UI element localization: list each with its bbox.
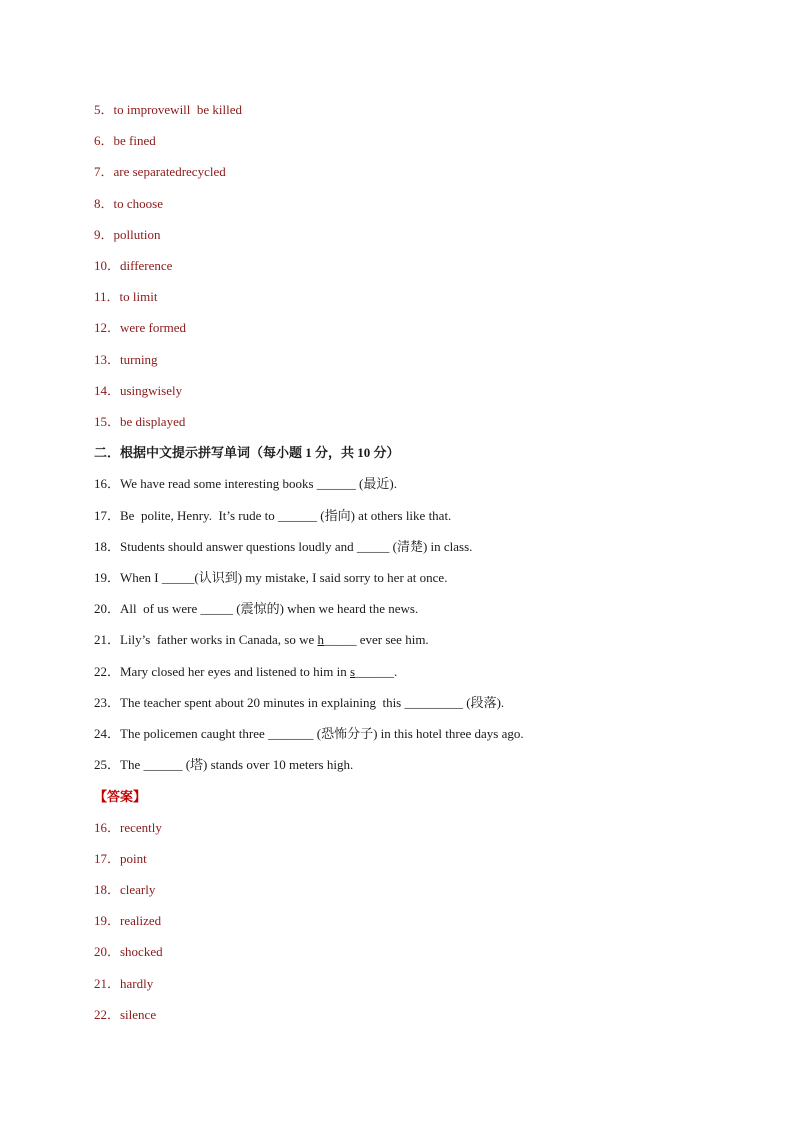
answer-line-16: 16．recently	[94, 820, 162, 835]
question-22	[94, 664, 397, 680]
answer-line-17: 17．point	[94, 851, 147, 866]
answer-line-5: 5．to improvewill be killed	[94, 102, 243, 117]
answer-line-21: 21．hardly	[94, 976, 154, 991]
question-21-hint-letter: h	[317, 632, 324, 647]
answer-line-18: 18．clearly	[94, 882, 156, 897]
answer-line-13: 13．turning	[94, 352, 158, 367]
question-20: 20．All of us were _____ (震惊的) when we heard the news.	[94, 601, 419, 616]
answer-line-11: 11．to limit	[94, 289, 158, 304]
answer-line-10: 10．difference	[94, 258, 173, 273]
answer-line-12: 12．were formed	[94, 320, 187, 335]
question-19: 19．When I _____(认识到) my mistake, I said sorry to her at once.	[94, 570, 448, 585]
question-21-text: 21．Lily’s father works in Canada, so we	[94, 632, 318, 647]
answer-line-6: 6．be fined	[94, 133, 156, 148]
answer-label: 【答案】	[94, 789, 147, 804]
answer-line-19: 19．realized	[94, 913, 162, 928]
question-22-blank: ______.	[355, 664, 398, 679]
question-22-hint-letter: s	[349, 664, 356, 679]
question-16: 16．We have read some interesting books ______ (最近).	[94, 476, 397, 491]
section-title: 二．根据中文提示拼写单词（每小题 1 分，共 10 分）	[94, 445, 400, 460]
answer-line-7: 7．are separatedrecycled	[94, 164, 226, 179]
answer-line-15: 15．be displayed	[94, 414, 186, 429]
question-24: 24．The policemen caught three _______ (恐怖分子) in this hotel three days ago.	[94, 726, 524, 741]
question-25: 25．The ______ (塔) stands over 10 meters high.	[94, 757, 354, 772]
answer-line-9: 9．pollution	[94, 227, 161, 242]
question-21-blank: _____ ever see him.	[323, 632, 429, 647]
answer-line-14: 14．usingwisely	[94, 383, 183, 398]
answer-line-22: 22．silence	[94, 1007, 157, 1022]
question-18: 18．Students should answer questions loudly and _____ (清楚) in class.	[94, 539, 473, 554]
answer-line-8: 8．to choose	[94, 196, 163, 211]
question-21	[94, 632, 429, 648]
question-23: 23．The teacher spent about 20 minutes in explaining this _________ (段落).	[94, 695, 505, 710]
answer-line-20: 20．shocked	[94, 944, 163, 959]
question-17: 17．Be polite, Henry. It’s rude to ______ (指向) at others like that.	[94, 508, 452, 523]
question-22-text: 22．Mary closed her eyes and listened to him in	[94, 664, 350, 679]
